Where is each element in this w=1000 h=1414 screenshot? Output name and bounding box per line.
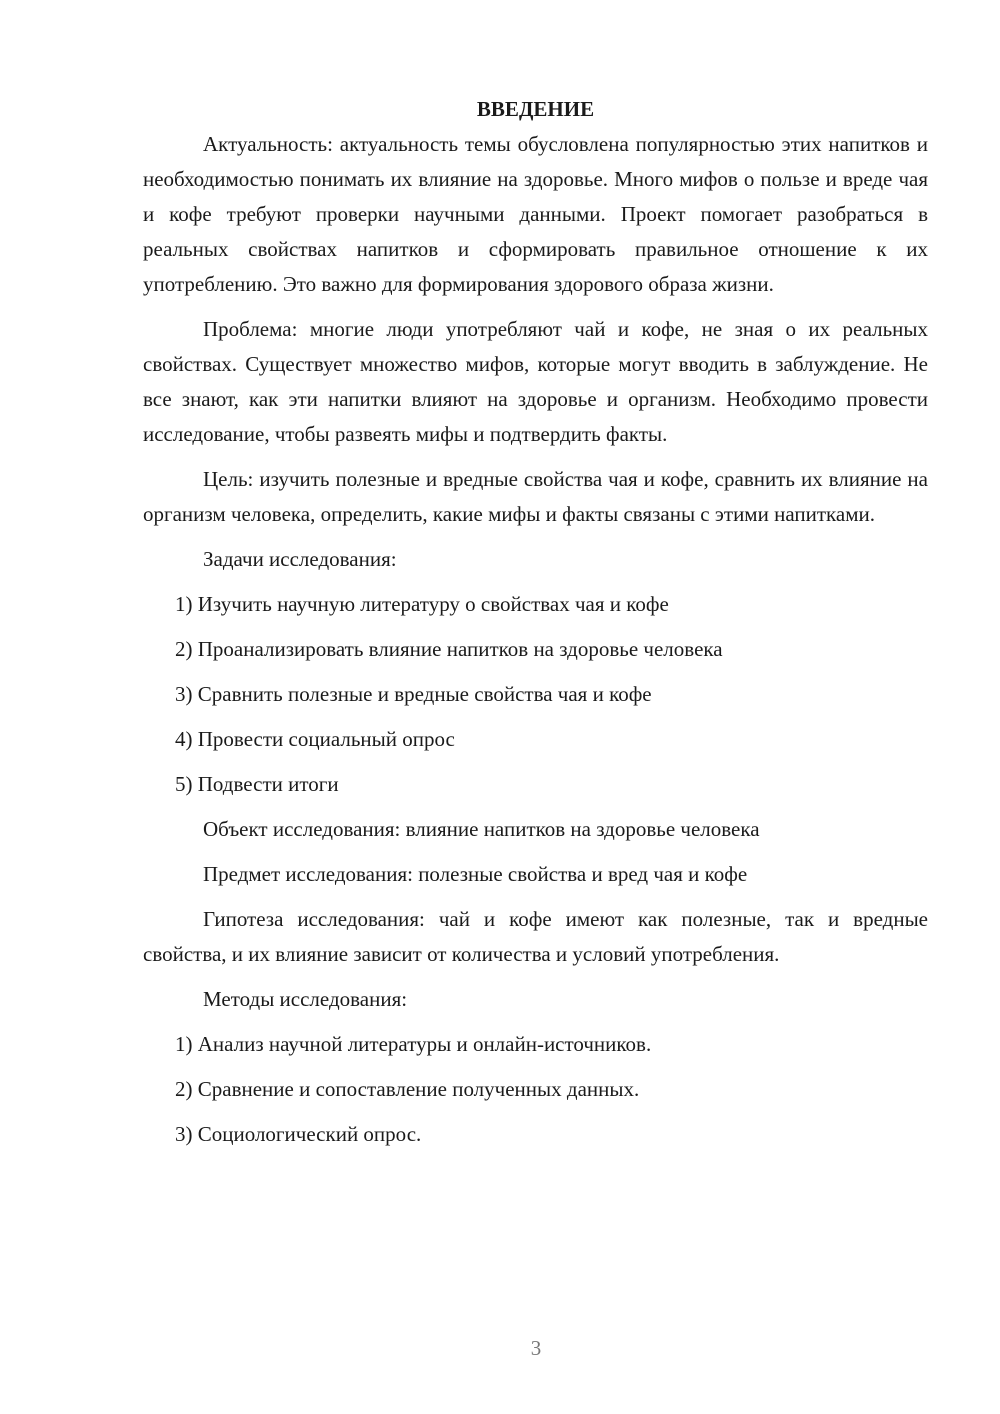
goal-paragraph: Цель: изучить полезные и вредные свойства чая и кофе, сравнить их влияние на организм человека, определить, какие мифы и факты связаны с этими напитками. (143, 467, 928, 526)
page-number: 3 (530, 1336, 542, 1360)
task-item: 2) Проанализировать влияние напитков на здоровье человека (175, 637, 723, 661)
subject-paragraph: Предмет исследования: полезные свойства и вред чая и кофе (203, 862, 748, 886)
object-paragraph: Объект исследования: влияние напитков на здоровье человека (203, 817, 760, 841)
task-item: 5) Подвести итоги (175, 772, 339, 796)
document-page (143, 92, 928, 1162)
tasks-label: Задачи исследования: (203, 547, 397, 571)
task-item: 4) Провести социальный опрос (175, 727, 455, 751)
method-item: 1) Анализ научной литературы и онлайн-источников. (175, 1032, 652, 1056)
page-title: ВВЕДЕНИЕ (476, 97, 595, 121)
task-item: 3) Сравнить полезные и вредные свойства чая и кофе (175, 682, 652, 706)
relevance-paragraph: Актуальность: актуальность темы обусловлена популярностью этих напитков и необходимостью понимать их влияние на здоровье. Много мифов о пользе и вреде чая и кофе требуют проверки научными данными. Проект помогает разобраться в реальных свойствах напитков и сформировать правильное отношение к их употреблению. Это важно для формирования здорового образа жизни. (143, 132, 928, 296)
methods-label: Методы исследования: (203, 987, 408, 1011)
method-item: 2) Сравнение и сопоставление полученных данных. (175, 1077, 640, 1101)
method-item: 3) Социологический опрос. (175, 1122, 422, 1146)
methods-list (143, 1027, 928, 1152)
task-item: 1) Изучить научную литературу о свойствах чая и кофе (175, 592, 669, 616)
hypothesis-paragraph: Гипотеза исследования: чай и кофе имеют как полезные, так и вредные свойства, и их влияние зависит от количества и условий употребления. (143, 907, 928, 966)
problem-paragraph: Проблема: многие люди употребляют чай и кофе, не зная о их реальных свойствах. Существует множество мифов, которые могут вводить в заблуждение. Не все знают, как эти напитки влияют на здоровье и организм. Необходимо провести исследование, чтобы развеять мифы и подтвердить факты. (143, 317, 928, 446)
tasks-list (143, 587, 928, 802)
